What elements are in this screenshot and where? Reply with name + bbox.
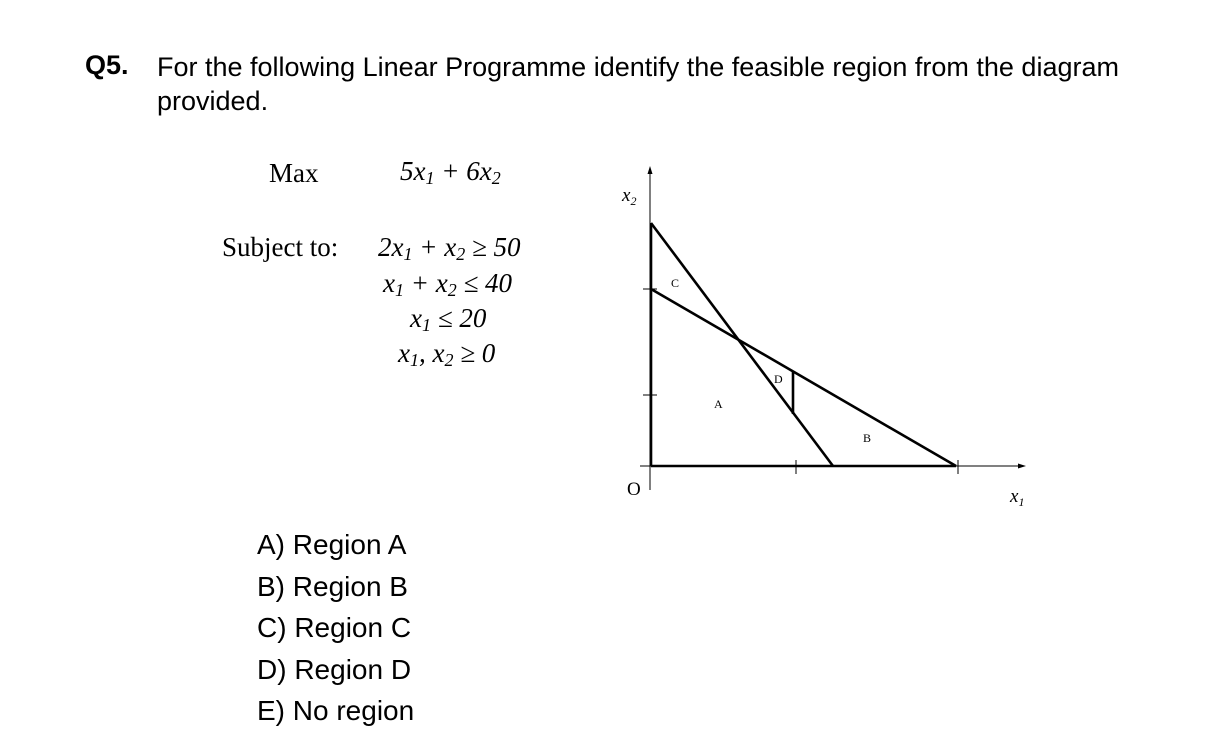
region-label-d: D [774,372,783,386]
objective-label: Max [269,158,319,188]
y-axis-arrow-icon [648,166,653,174]
constraint-line-2x1-x2-50 [651,223,833,466]
x-axis-arrow-icon [1018,464,1026,469]
origin-label: O [627,479,641,500]
answer-option-b[interactable]: B) Region B [257,570,408,602]
region-label-b: B [863,431,872,445]
answer-options [257,524,414,732]
objective-function: $5x_1 + 6x_2$ [400,156,501,188]
y-axis-label: $x_2$ [622,185,637,208]
subject-to-label: Subject to: [222,232,339,262]
answer-option-e[interactable]: E) No region [257,695,415,726]
constraint-1: $2x_1 + x_2 \ge 50$ [378,232,521,264]
constraint-4: $x_1$, $x_2 \ge 0$ [398,338,496,370]
answer-option-d[interactable]: D) Region D [257,653,412,685]
question-text: For the following Linear Programme identify the feasible region from the diagram provided. [157,52,1119,116]
region-label-a: A [714,397,723,411]
region-label-c: C [671,276,680,290]
x-axis-label: $x_1$ [1010,486,1025,509]
constraint-2: $x_1 + x_2 \le 40$ [383,268,513,300]
constraint-line-x1-x2-40 [651,289,956,466]
answer-option-a[interactable]: A) Region A [257,529,407,560]
constraint-3: $x_1 \le 20$ [410,303,487,335]
answer-option-c[interactable]: C) Region C [257,612,412,643]
question-number: Q5. [85,50,129,80]
